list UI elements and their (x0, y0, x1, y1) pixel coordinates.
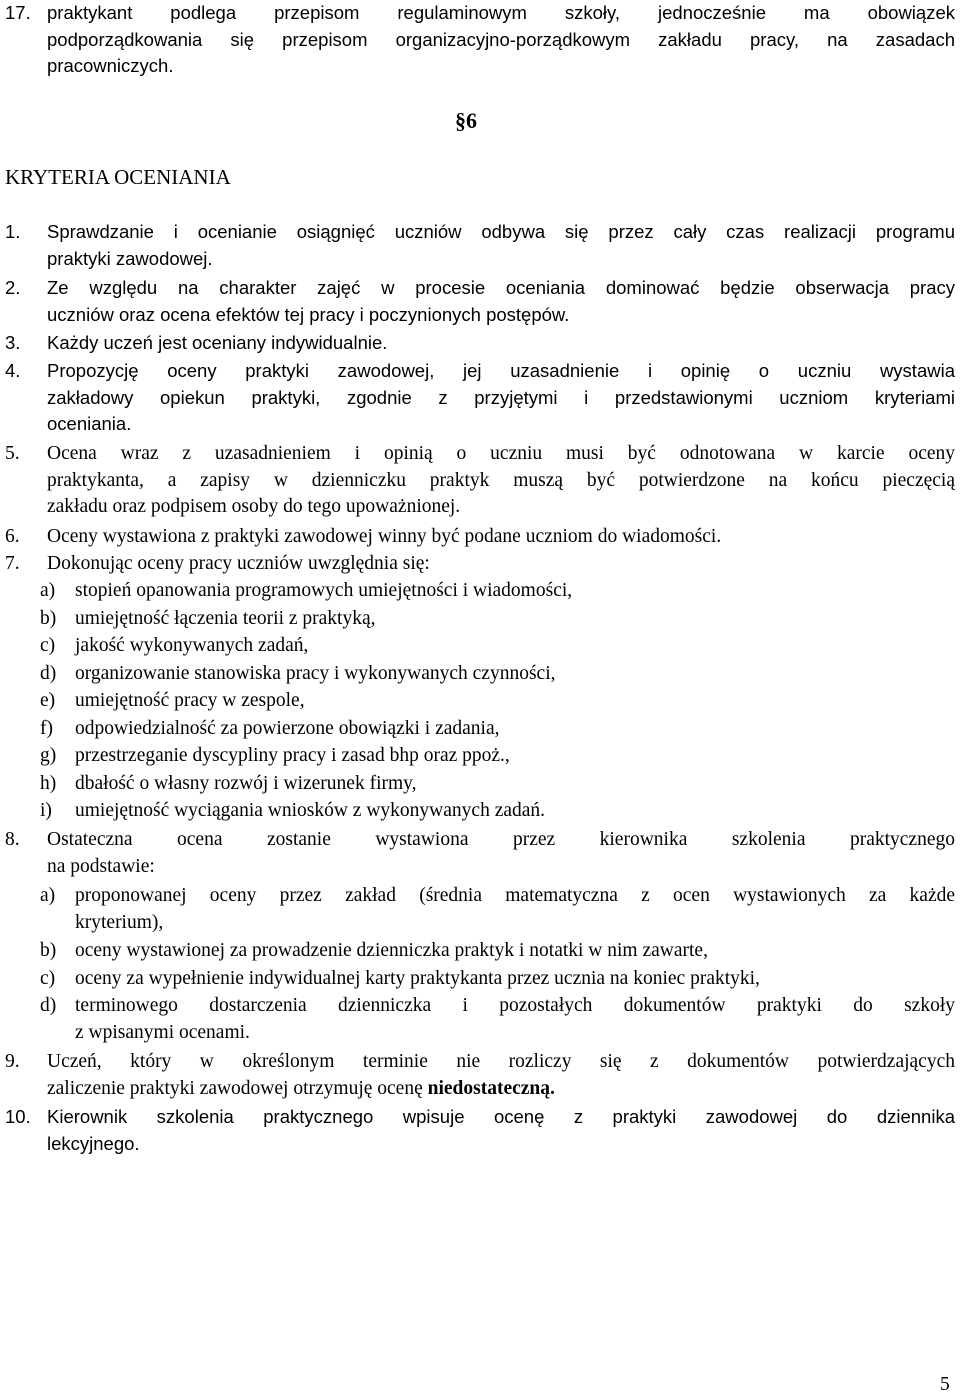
item-number: 10. (5, 1106, 31, 1127)
sub-letter: a) (40, 580, 56, 601)
sub-letter: e) (40, 690, 56, 711)
text-line: kryterium), (75, 911, 164, 933)
sub-letter: a) (40, 885, 56, 906)
text-line: z wpisanymi ocenami. (75, 1021, 250, 1043)
sub-letter: i) (40, 800, 52, 821)
section-sign: §6 (455, 108, 477, 133)
sub-text: przestrzeganie dyscypliny pracy i zasad bhp oraz ppoż., (75, 745, 510, 766)
sub-letter: c) (40, 635, 56, 656)
text-line: Ostateczna ocena zostanie wystawiona przez kierownika szkolenia praktycznego (47, 829, 955, 850)
sub-text: umiejętność łączenia teorii z praktyką, (75, 608, 376, 629)
sub-text: umiejętność pracy w zespole, (75, 690, 305, 711)
text-line: praktykanta, a zapisy w dzienniczku praktyk muszą być potwierdzone na końcu pieczęcią (47, 469, 955, 491)
item-text (47, 0, 955, 80)
item-number: 9. (5, 1051, 20, 1072)
sub-text: odpowiedzialność za powierzone obowiązki i zadania, (75, 718, 500, 739)
text-line: praktykant podlega przepisom regulaminowym szkoły, jednocześnie ma obowiązek (47, 2, 955, 23)
sub-text: jakość wykonywanych zadań, (75, 635, 309, 656)
sub-text (75, 883, 955, 936)
text-line: Propozycję oceny praktyki zawodowej, jej uzasadnienie i opinię o uczniu wystawia (47, 360, 955, 381)
sub-text: umiejętność wyciągania wniosków z wykonywanych zadań. (75, 800, 546, 821)
item-text (47, 1104, 955, 1157)
item-number: 3. (5, 332, 21, 353)
item-text (47, 219, 955, 272)
sub-text (75, 993, 955, 1046)
text-line: Kierownik szkolenia praktycznego wpisuje ocenę z praktyki zawodowej do dziennika (47, 1106, 955, 1127)
text-line: lekcyjnego. (47, 1132, 140, 1154)
sub-letter: d) (40, 995, 57, 1016)
sub-text: organizowanie stanowiska pracy i wykonywanych czynności, (75, 663, 556, 684)
sub-letter: c) (40, 968, 56, 989)
item-number: 5. (5, 443, 20, 464)
item-text (47, 441, 955, 521)
sub-letter: f) (40, 718, 53, 739)
page-number: 5 (940, 1374, 950, 1395)
text-line: proponowanej oceny przez zakład (średnia matematyczna z ocen wystawionych za każde (75, 885, 955, 906)
sub-letter: b) (40, 940, 57, 961)
item-number: 17. (5, 2, 31, 23)
text-line (47, 1076, 555, 1103)
item-number: 6. (5, 526, 20, 547)
text-line: Uczeń, który w określonym terminie nie rozliczy się z dokumentów potwierdzających (47, 1051, 955, 1072)
sub-letter: d) (40, 663, 57, 684)
sub-letter: h) (40, 773, 57, 794)
item-text: Każdy uczeń jest oceniany indywidualnie. (47, 332, 388, 353)
item-number: 4. (5, 360, 21, 381)
section-heading: KRYTERIA OCENIANIA (5, 165, 231, 189)
item-number: 8. (5, 829, 20, 850)
bold-grade: niedostateczną. (427, 1078, 555, 1099)
sub-text: oceny za wypełnienie indywidualnej karty praktykanta przez ucznia na koniec praktyki, (75, 968, 760, 989)
item-number: 1. (5, 221, 21, 242)
sub-letter: g) (40, 745, 57, 766)
item-number: 7. (5, 553, 20, 574)
sub-text: oceny wystawionej za prowadzenie dzienniczka praktyk i notatki w nim zawarte, (75, 940, 708, 961)
text-line: na podstawie: (47, 855, 155, 877)
text-line: terminowego dostarczenia dzienniczka i pozostałych dokumentów praktyki do szkoły (75, 995, 955, 1016)
sub-text: stopień opanowania programowych umiejętności i wiadomości, (75, 580, 573, 601)
item-text: Dokonując oceny pracy uczniów uwzględnia się: (47, 553, 430, 574)
item-number: 2. (5, 277, 21, 298)
item-text (47, 275, 955, 328)
text-line: podporządkowania się przepisom organizacyjno-porządkowym zakładu pracy, na zasadach (47, 28, 955, 50)
text-line: uczniów oraz ocena efektów tej pracy i poczynionych postępów. (47, 303, 570, 325)
sub-letter: b) (40, 608, 57, 629)
item-text: Oceny wystawiona z praktyki zawodowej winny być podane uczniom do wiadomości. (47, 526, 722, 547)
text-line: zakładowy opiekun praktyki, zgodnie z przyjętymi i przedstawionymi uczniom kryteriami (47, 386, 955, 408)
item-text (47, 827, 955, 880)
text-line: praktyki zawodowej. (47, 247, 213, 269)
text-line: Ocena wraz z uzasadnieniem i opinią o uczniu musi być odnotowana w karcie oceny (47, 443, 955, 464)
text-line: Ze względu na charakter zajęć w procesie oceniania dominować będzie obserwacja pracy (47, 277, 955, 298)
text-line: Sprawdzanie i ocenianie osiągnięć uczniów odbywa się przez cały czas realizacji programu (47, 221, 955, 242)
text-line: zakładu oraz podpisem osoby do tego upoważnionej. (47, 496, 461, 517)
sub-text: dbałość o własny rozwój i wizerunek firmy, (75, 773, 417, 794)
text-fragment: zaliczenie praktyki zawodowej otrzymuję ocenę (47, 1078, 428, 1099)
item-text (47, 358, 955, 438)
text-line: oceniania. (47, 413, 132, 434)
text-line: pracowniczych. (47, 55, 174, 76)
